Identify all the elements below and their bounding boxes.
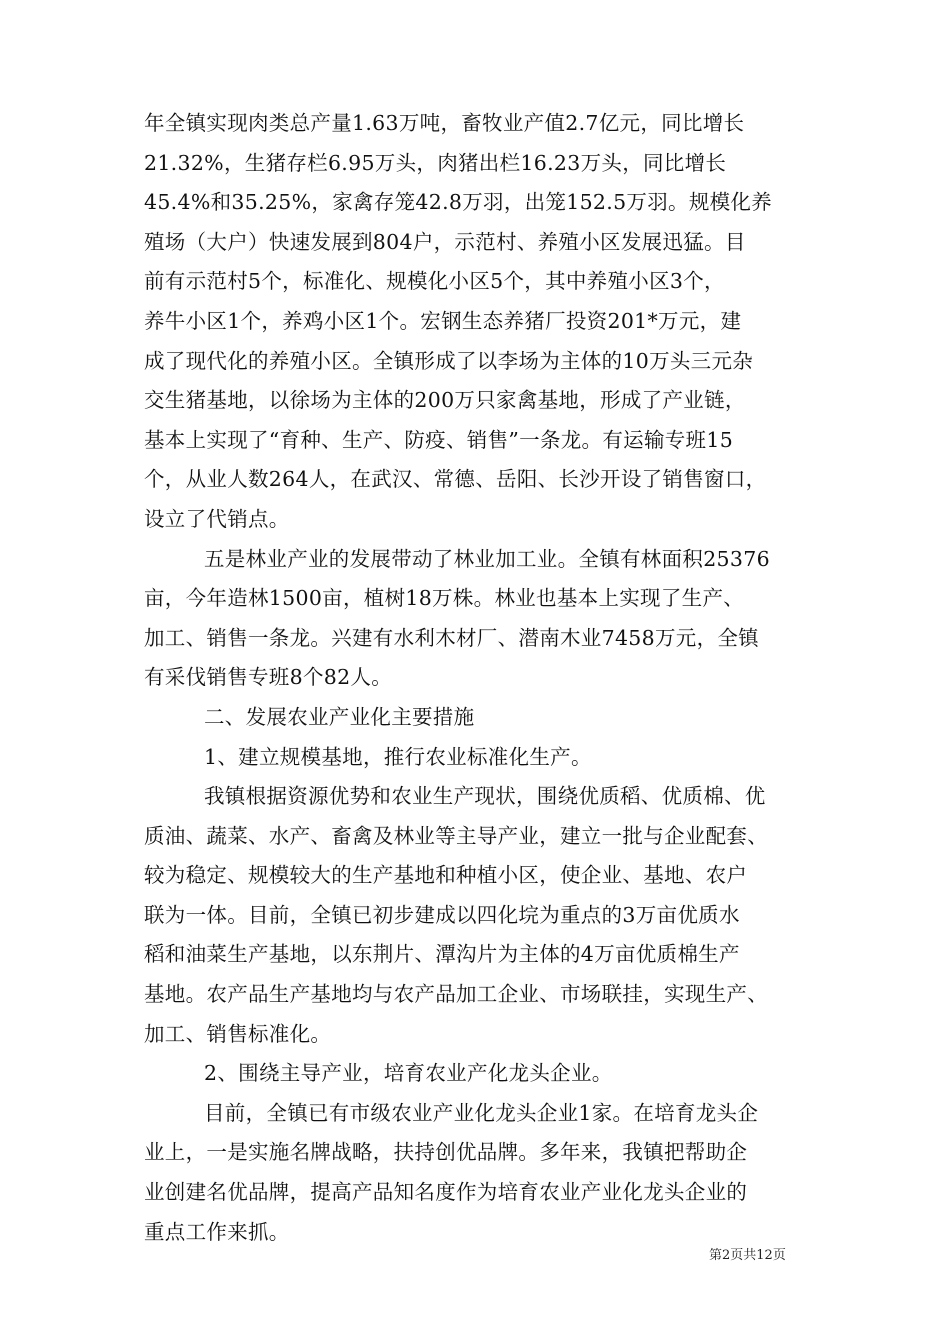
text-line: 二、发展农业产业化主要措施	[204, 704, 475, 729]
text-line: 加工、销售标准化。	[144, 1021, 332, 1046]
text-line: 1、建立规模基地，推行农业标准化生产。	[204, 744, 592, 769]
document-body	[144, 104, 824, 1252]
text-line: 设立了代销点。	[144, 506, 290, 531]
text-line: 2、围绕主导产业，培育农业产化龙头企业。	[204, 1061, 613, 1086]
text-line: 业上，一是实施名牌战略，扶持创优品牌。多年来，我镇把帮助企	[144, 1140, 748, 1165]
text-line: 重点工作来抓。	[144, 1219, 290, 1244]
text-line: 稻和油菜生产基地，以东荆片、潭沟片为主体的4万亩优质棉生产	[144, 942, 740, 967]
text-line: 45.4%和35.25%，家禽存笼42.8万羽，出笼152.5万羽。规模化养	[144, 190, 773, 215]
text-line: 个，从业人数264人，在武汉、常德、岳阳、长沙开设了销售窗口，	[144, 467, 767, 492]
text-line: 前有示范村5个，标准化、规模化小区5个，其中养殖小区3个，	[144, 269, 725, 294]
text-line: 交生猪基地，以徐场为主体的200万只家禽基地，形成了产业链，	[144, 388, 746, 413]
text-line: 有采伐销售专班8个82人。	[144, 665, 393, 690]
text-line: 联为一体。目前，全镇已初步建成以四化垸为重点的3万亩优质水	[144, 902, 740, 927]
text-line: 较为稳定、规模较大的生产基地和种植小区，使企业、基地、农户	[144, 863, 748, 888]
text-line: 养牛小区1个，养鸡小区1个。宏钢生态养猪厂投资201*万元，建	[144, 308, 742, 333]
text-line: 殖场（大户）快速发展到804户，示范村、养殖小区发展迅猛。目	[144, 229, 746, 254]
text-line: 21.32%，生猪存栏6.95万头，肉猪出栏16.23万头，同比增长	[144, 150, 727, 175]
text-line: 基本上实现了“育种、生产、防疫、销售”一条龙。有运输专班15	[144, 427, 734, 452]
text-line: 质油、蔬菜、水产、畜禽及林业等主导产业，建立一批与企业配套、	[144, 823, 768, 848]
text-line: 基地。农产品生产基地均与农产品加工企业、市场联挂，实现生产、	[144, 982, 768, 1007]
text-line: 成了现代化的养殖小区。全镇形成了以李场为主体的10万头三元杂	[144, 348, 754, 373]
text-line: 目前，全镇已有市级农业产业化龙头企业1家。在培育龙头企	[204, 1100, 759, 1125]
text-line: 五是林业产业的发展带动了林业加工业。全镇有林面积25376	[204, 546, 770, 571]
text-line: 年全镇实现肉类总产量1.63万吨，畜牧业产值2.7亿元，同比增长	[144, 111, 745, 135]
text-line: 我镇根据资源优势和农业生产现状，围绕优质稻、优质棉、优	[204, 784, 766, 809]
text-line: 业创建名优品牌，提高产品知名度作为培育农业产业化龙头企业的	[144, 1180, 748, 1205]
page-number-footer: 第2页共12页	[709, 1248, 786, 1263]
text-line: 加工、销售一条龙。兴建有水利木材厂、潜南木业7458万元，全镇	[144, 625, 759, 650]
text-line: 亩，今年造林1500亩，植树18万株。林业也基本上实现了生产、	[144, 586, 745, 611]
